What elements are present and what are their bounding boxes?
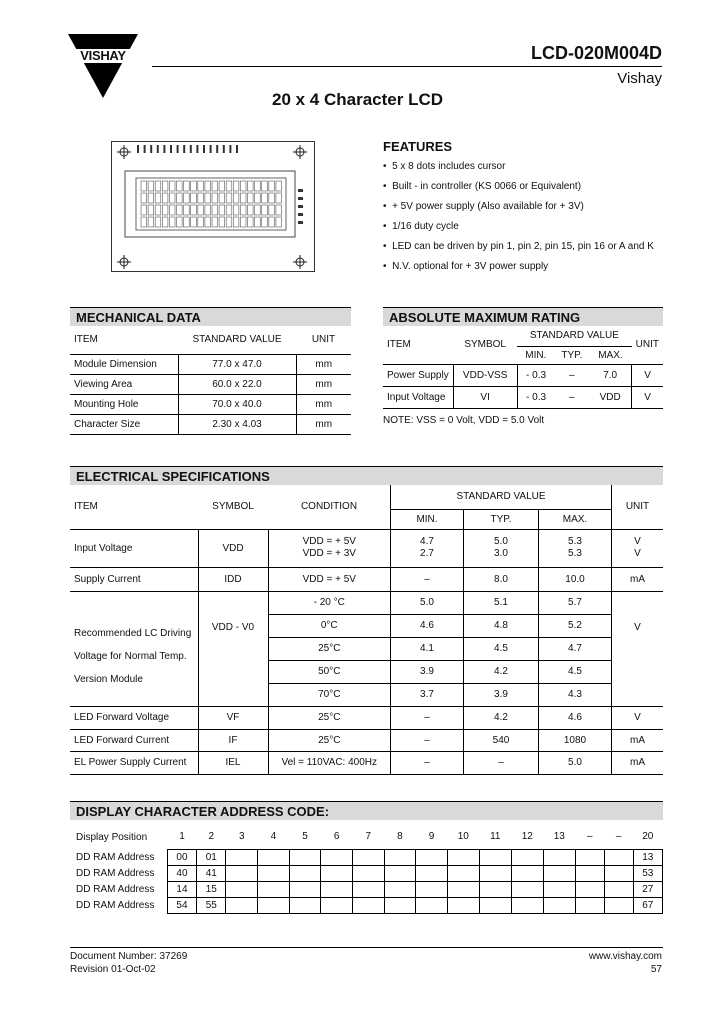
- feature-item: • N.V. optional for + 3V power supply: [383, 261, 549, 272]
- document-number: Document Number: 37269: [70, 951, 188, 962]
- table-row: LED Forward Current IF 25°C – 540 1080 mA: [70, 729, 663, 751]
- address-table: [70, 825, 663, 914]
- address-heading: DISPLAY CHARACTER ADDRESS CODE:: [70, 801, 663, 820]
- revision: Revision 01-Oct-02: [70, 964, 156, 975]
- feature-item: • LED can be driven by pin 1, pin 2, pin 15, pin 16 or A and K: [383, 241, 654, 252]
- feature-item: • Built - in controller (KS 0066 or Equivalent): [383, 181, 582, 192]
- feature-item: • 1/16 duty cycle: [383, 221, 459, 232]
- mechanical-table: ITEM STANDARD VALUE UNIT Module Dimension 77.0 x 47.0 mm Viewing Area 60.0 x 22.0 mm Mounting Hole 70.0 x 40.0 mm Character Size 2.30 x 4.03 mm: [70, 326, 351, 435]
- electrical-section: [70, 466, 663, 775]
- table-row: Supply Current IDD VDD = + 5V – 8.0 10.0 mA: [70, 567, 663, 591]
- part-number: LCD-020M004D: [530, 43, 662, 63]
- table-row: DD RAM Address 40 41 53: [70, 865, 663, 881]
- company-name: Vishay: [617, 70, 662, 87]
- absolute-max-section: [383, 307, 663, 427]
- table-row: Mounting Hole 70.0 x 40.0 mm: [70, 394, 351, 414]
- mechanical-data-section: [70, 307, 351, 435]
- table-row: 50°C 3.9 4.2 4.5: [70, 660, 663, 683]
- page-title: 20 x 4 Character LCD: [272, 90, 444, 109]
- footer-rule: [70, 947, 663, 948]
- table-row: Recommended LC Driving Voltage for Normal Temp. Version Module VDD - V0 - 20 °C 5.0 5.1 5.7 V: [70, 591, 663, 614]
- address-section: [70, 801, 663, 914]
- website-link[interactable]: www.vishay.com: [588, 951, 662, 962]
- absolute-note: NOTE: VSS = 0 Volt, VDD = 5.0 Volt: [383, 414, 545, 426]
- table-row: Viewing Area 60.0 x 22.0 mm: [70, 374, 351, 394]
- table-row: DD RAM Address 14 15 27: [70, 881, 663, 897]
- vishay-logo: [68, 34, 138, 100]
- table-row: Power Supply VDD-VSS - 0.3 – 7.0 V: [383, 364, 663, 386]
- table-row: 0°C 4.6 4.8 5.2: [70, 614, 663, 637]
- table-row: Display Position 1 2 3 4 5 6 7 8 9 10 11 12 13 – – 20: [76, 831, 654, 843]
- table-row: EL Power Supply Current IEL Vel = 110VAC: 400Hz – – 5.0 mA: [70, 751, 663, 774]
- table-row: 70°C 3.7 3.9 4.3: [70, 683, 663, 706]
- features-heading: FEATURES: [383, 139, 453, 154]
- table-row: Input Voltage VI - 0.3 – VDD V: [383, 386, 663, 408]
- table-row: Character Size 2.30 x 4.03 mm: [70, 414, 351, 434]
- table-row: Module Dimension 77.0 x 47.0 mm: [70, 354, 351, 374]
- electrical-heading: ELECTRICAL SPECIFICATIONS: [70, 466, 663, 485]
- logo-text: VISHAY: [80, 48, 126, 63]
- page-number: 57: [650, 964, 662, 975]
- table-row: 25°C 4.1 4.5 4.7: [70, 637, 663, 660]
- table-row: DD RAM Address 00 01 13: [70, 849, 663, 865]
- header-rule: [152, 66, 662, 67]
- electrical-table: ITEM SYMBOL CONDITION STANDARD VALUE UNIT MIN. TYP. MAX. Input Voltage VDD VDD = + 5V VDD = + 3V 4.7 2.7 5.0 3.0 5.3 5.3 V V Supply Current IDD VDD = + 5V – 8.0 10.0 mA Recommended LC Driving Voltage for Normal Temp. Version Module VDD - V0 - 20 °C 5.0 5.1 5.7 V 0°C 4.6 4.8 5.2 25°C 4.1 4.5 4.7 50°C 3.9 4.2 4.5 70°C 3.7 3.9 4.3 LED Forward Voltage VF 25°C – 4.2 4.6 V LED Forward Current IF 25°C – 540 1080 mA EL Power Supply Current IEL Vel = 110VAC: 400Hz – – 5.0 mA: [70, 485, 663, 775]
- table-row: LED Forward Voltage VF 25°C – 4.2 4.6 V: [70, 706, 663, 729]
- absolute-heading: ABSOLUTE MAXIMUM RATING: [383, 307, 663, 326]
- lcd-module-drawing: [111, 141, 315, 272]
- feature-item: • 5 x 8 dots includes cursor: [383, 161, 506, 172]
- absolute-table: ITEM SYMBOL STANDARD VALUE UNIT MIN. TYP. MAX. Power Supply VDD-VSS - 0.3 – 7.0 V Input Voltage VI - 0.3 – VDD V: [383, 326, 663, 409]
- table-row: Input Voltage VDD VDD = + 5V VDD = + 3V 4.7 2.7 5.0 3.0 5.3 5.3 V V: [70, 529, 663, 567]
- features-list: [383, 161, 683, 281]
- mechanical-heading: MECHANICAL DATA: [70, 307, 351, 326]
- feature-item: • + 5V power supply (Also available for + 3V): [383, 201, 584, 212]
- table-row: DD RAM Address 54 55 67: [70, 897, 663, 913]
